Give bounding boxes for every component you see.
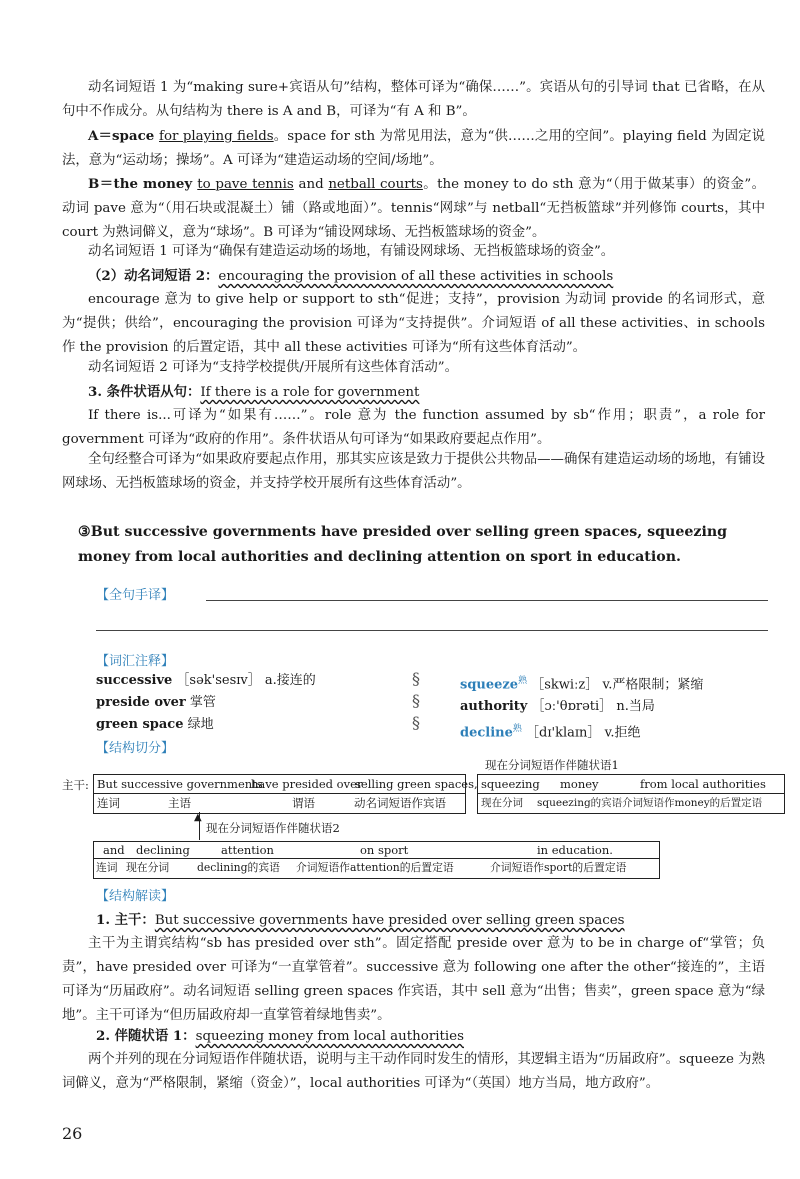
- familiar-mark-icon: 熟: [518, 676, 528, 686]
- adv2-prep2: in education.: [537, 843, 613, 857]
- underlined-phrase: netball courts: [328, 177, 423, 192]
- vocab-phonetic: ［sək'sesɪv］: [176, 673, 261, 688]
- underlined-phrase: for playing fields: [159, 129, 274, 144]
- heading-text: If there is a role for government: [200, 385, 420, 400]
- adv1-title: 现在分词短语作伴随状语1: [485, 758, 619, 772]
- vocab-phonetic: ［ɔː'θɒrəti］: [531, 699, 613, 715]
- divider: [477, 793, 784, 794]
- para-gerund2-summary: 动名词短语 2 可译为“支持学校提供/开展所有这些体育活动”。: [88, 360, 458, 375]
- tag-verb: 谓语: [292, 796, 315, 810]
- tag-conj: 连词: [97, 796, 120, 810]
- separator-icon: § § §: [412, 669, 420, 732]
- divider: [93, 858, 659, 859]
- heading-label: 2. 伴随状语 1：: [96, 1028, 196, 1044]
- adv1-object: money: [560, 777, 599, 791]
- text: and: [293, 177, 329, 192]
- adv1-participle: squeezing: [481, 777, 540, 791]
- para-gerund1-intro: 动名词短语 1 为“making sure+宾语从句”结构，整体可译为“确保……”。宾语从句的引导词 that 已省略，在从句中不作成分。从句结构为 there is A and B，可译为“有 A 和 B”。: [62, 80, 765, 119]
- label-translate: 【全句手译】: [96, 588, 175, 603]
- familiar-mark-icon: 熟: [512, 724, 522, 735]
- tag-object: 动名词短语作宾语: [354, 796, 446, 810]
- label-vocab: 【词汇注释】: [96, 654, 175, 669]
- heading-text: encouraging the provision of all these activities in schools: [218, 269, 614, 284]
- heading-condition: [62, 380, 765, 405]
- main-subject: But successive governments: [97, 777, 263, 791]
- adv2-conj: and: [103, 843, 125, 857]
- answer-line-2[interactable]: [96, 630, 768, 631]
- label-b: B＝the money: [88, 176, 198, 192]
- para-main-clause-explain: 主干为主谓宾结构“sb has presided over sth”。固定搭配 preside over 意为 to be in charge of“掌管；负责”，have presided over 可译为“一直掌管着”。successive 意为 following one after the other“接连的”，主语可译为“历届政府”。动名词短语 selling green spaces 作宾语，其中 sell 意为“出售；售卖”，green space 意为“绿地”。主干可译为“但历届政府却一直掌管着绿地售卖”。: [62, 936, 765, 1023]
- heading-text: But successive governments have presided over selling green spaces: [154, 913, 625, 928]
- vocab-item: [96, 714, 316, 736]
- para-b-explain: [62, 172, 765, 245]
- vocab-item: [96, 692, 316, 714]
- vocab-word: decline: [460, 725, 513, 741]
- vocab-def: a.接连的: [264, 673, 316, 688]
- tag-prep2: 介词短语作sport的后置定语: [490, 861, 627, 874]
- heading-label: 3. 条件状语从句：: [88, 384, 201, 400]
- vocab-def: n.当局: [616, 699, 655, 715]
- heading-text: squeezing money from local authorities: [195, 1029, 464, 1044]
- vocab-word: successive: [96, 673, 173, 688]
- divider: [93, 793, 465, 794]
- vocab-phonetic: ［dɪ'klaɪn］: [526, 725, 601, 741]
- vocab-phonetic: ［skwiːz］: [531, 677, 599, 693]
- heading-adverbial-1: [96, 1024, 765, 1049]
- label-a: A＝space: [88, 128, 160, 144]
- adv2-prep1: on sport: [360, 843, 409, 857]
- vocab-def: 绿地: [187, 717, 214, 732]
- vocab-item: [96, 670, 316, 692]
- adv2-participle: declining: [136, 843, 190, 857]
- tag-participle: 现在分词: [481, 797, 523, 809]
- adv2-title: 现在分词短语作伴随状语2: [206, 821, 340, 835]
- tag-conj: 连词: [96, 861, 118, 874]
- adv1-prep: from local authorities: [640, 777, 766, 791]
- heading-label: （2）动名词短语 2：: [88, 268, 219, 284]
- para-a-explain: [62, 124, 765, 173]
- text: 。the money to do sth 意为“（用于做某事）的资金”。动词 pave 意为“（用石块或混凝土）铺（路或地面）”。tennis“网球”与 netball“无挡板篮球”并列修饰 courts，其中 court 为熟词僻义，意为“球场”。B 可译为“铺设网球场、无挡板篮球场的资金”。: [62, 177, 765, 240]
- para-gerund1-summary: 动名词短语 1 可译为“确保有建造运动场的场地，有铺设网球场、无挡板篮球场的资金”。: [88, 244, 615, 259]
- vocab-item: [460, 718, 703, 744]
- tag-object: squeezing的宾语: [537, 797, 623, 809]
- heading-gerund2: [62, 264, 765, 289]
- tag-subject: 主语: [168, 796, 191, 810]
- label-analysis: 【结构解读】: [96, 889, 175, 904]
- label-struct: 【结构切分】: [96, 741, 175, 756]
- vocab-def: v.严格限制；紧缩: [602, 677, 704, 693]
- vocab-word: green space: [96, 717, 184, 732]
- main-verb: have presided over: [251, 777, 363, 791]
- page-number: 26: [62, 1124, 83, 1143]
- tag-prep1: 介词短语作attention的后置定语: [296, 861, 454, 874]
- vocab-word: squeeze: [460, 677, 519, 693]
- answer-line-1[interactable]: [206, 600, 768, 601]
- para-whole-translation: 全句经整合可译为“如果政府要起点作用，那其实应该是致力于提供公共物品——确保有建造运动场的场地，有铺设网球场、无挡板篮球场的资金，并支持学校开展所有这些体育活动”。: [62, 452, 765, 491]
- vocab-word: authority: [460, 699, 528, 715]
- tag-prep: 介词短语作money的后置定语: [622, 797, 763, 809]
- vocab-item: [460, 696, 703, 718]
- para-condition-explain: If there is...可译为“如果有……”。role 意为 the function assumed by sb“作用；职责”，a role for government 可译为“政府的作用”。条件状语从句可译为“如果政府要起点作用”。: [62, 408, 765, 447]
- tag-object: declining的宾语: [197, 861, 280, 874]
- main-label: 主干:: [62, 778, 89, 792]
- sentence-3: ③But successive governments have presided over selling green spaces, squeezing money from local authorities and declining attention on sport in education.: [78, 524, 728, 565]
- adv2-object: attention: [221, 843, 274, 857]
- vocab-left: [96, 670, 316, 736]
- arrow-up-icon: ▲: [194, 812, 202, 823]
- heading-main-clause: [96, 908, 765, 933]
- tag-participle: 现在分词: [126, 861, 170, 874]
- vocab-def: 掌管: [189, 695, 216, 710]
- vocab-def: v.拒绝: [604, 725, 641, 741]
- vocab-item: [460, 670, 703, 696]
- vocab-word: preside over: [96, 695, 186, 710]
- main-object: selling green spaces,: [355, 777, 478, 791]
- para-gerund2-explain: encourage 意为 to give help or support to sth“促进；支持”，provision 为动词 provide 的名词形式，意为“提供；供给”，encouraging the provision 可译为“支持提供”。介词短语 of all these activities、in schools 作 the provision 的后置定语，其中 all these activities 可译为“所有这些体育活动”。: [62, 292, 765, 355]
- para-adverbial-1-explain: 两个并列的现在分词短语作伴随状语，说明与主干动作同时发生的情形，其逻辑主语为“历届政府”。squeeze 为熟词僻义，意为“严格限制，紧缩（资金）”，local authorities 可译为“（英国）地方当局，地方政府”。: [62, 1052, 765, 1091]
- vocab-right: [460, 670, 703, 745]
- heading-label: 1. 主干：: [96, 912, 155, 928]
- text: 。space for sth 为常见用法，意为“供……之用的空间”。playing field 为固定说法，意为“运动场；操场”。A 可译为“建造运动场的空间/场地”。: [62, 129, 765, 168]
- underlined-phrase: to pave tennis: [197, 177, 294, 192]
